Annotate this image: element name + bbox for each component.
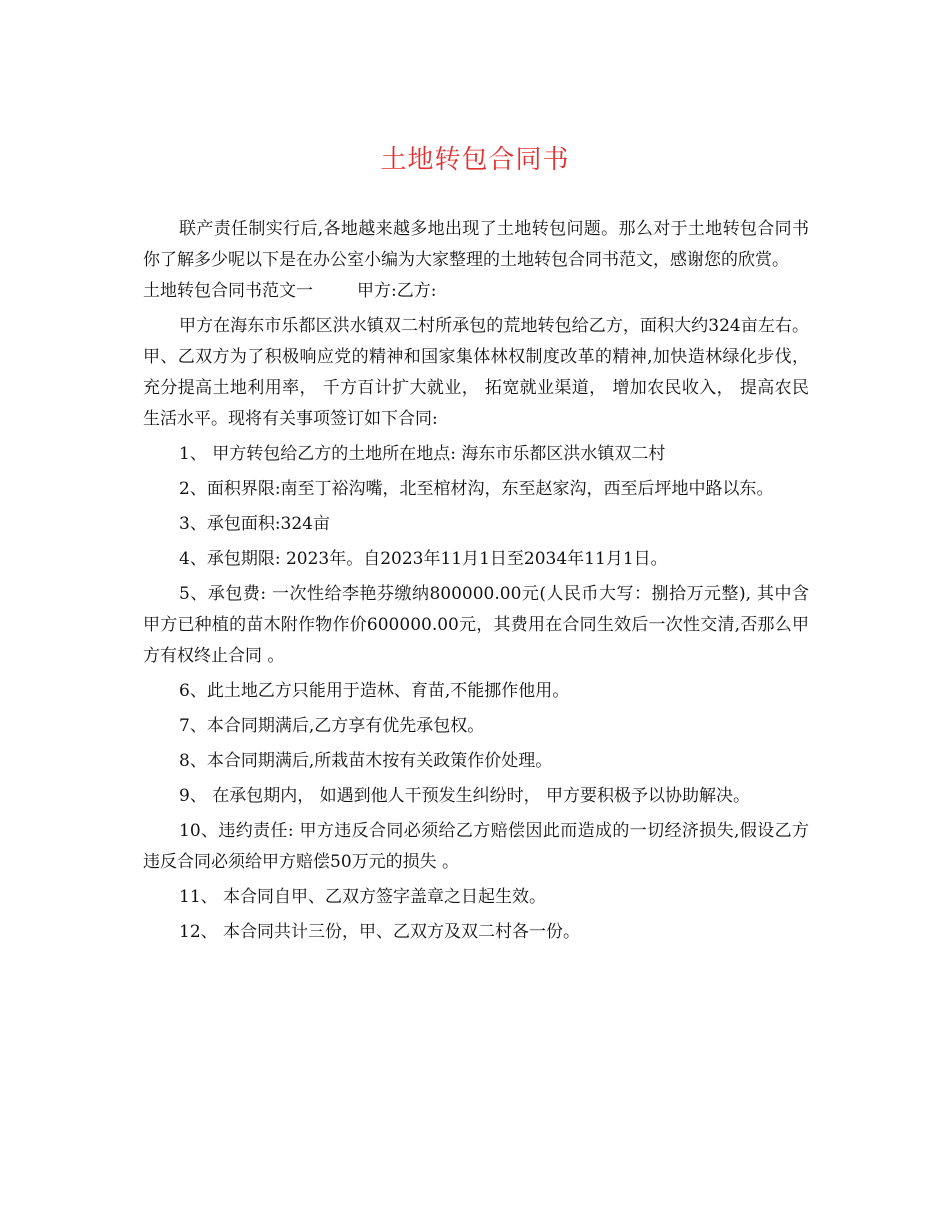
clause-6: 6、此土地乙方只能用于造林、育苗,不能挪作他用。: [179, 681, 570, 701]
document-title: 土地转包合同书: [380, 145, 570, 175]
document-body: [143, 214, 809, 948]
clause-5: 5、承包费: 一次性给李艳芬缴纳800000.00元(人民币大写：捌拾万元整), 其中含甲方已种植的苗木附作物作价600000.00元，其费用在合同生效后一次性交清,否那么甲方有权终止合同 。: [143, 584, 809, 666]
intro-paragraph: 联产责任制实行后,各地越来越多地出现了土地转包问题。那么对于土地转包合同书你了解多少呢以下是在办公室小编为大家整理的土地转包合同书范文，感谢您的欣赏。: [143, 219, 809, 270]
preamble-paragraph: 甲方在海东市乐都区洪水镇双二村所承包的荒地转包给乙方，面积大约324亩左右。甲、乙双方为了积极响应党的精神和国家集体林权制度改革的精神,加快造林绿化步伐， 充分提高土地利用率， 千方百计扩大就业， 拓宽就业渠道， 增加农民收入， 提高农民生活水平。现将有关事项签订如下合同:: [143, 316, 809, 429]
parties-label: 甲方:乙方:: [357, 281, 437, 301]
clause-2: 2、面积界限:南至丁裕沟嘴，北至棺材沟，东至赵家沟，西至后坪地中路以东。: [179, 479, 774, 499]
clause-12: 12、 本合同共计三份，甲、乙双方及双二村各一份。: [179, 922, 581, 942]
clause-1: 1、 甲方转包给乙方的土地所在地点: 海东市乐都区洪水镇双二村: [179, 444, 666, 464]
sample-heading: 土地转包合同书范文一: [143, 281, 313, 301]
clause-8: 8、本合同期满后,所栽苗木按有关政策作价处理。: [179, 751, 553, 771]
clause-10: 10、违约责任: 甲方违反合同必须给乙方赔偿因此而造成的一切经济损失,假设乙方违反合同必须给甲方赔偿50万元的损失 。: [143, 821, 809, 872]
clause-3: 3、承包面积:324亩: [179, 514, 330, 534]
sample-heading-line: [143, 276, 809, 307]
clause-11: 11、 本合同自甲、乙双方签字盖章之日起生效。: [179, 887, 547, 907]
clause-9: 9、 在承包期内， 如遇到他人干预发生纠纷时， 甲方要积极予以协助解决。: [179, 786, 751, 806]
clause-4: 4、承包期限: 2023年。自2023年11月1日至2034年11月1日。: [179, 549, 668, 569]
clause-7: 7、本合同期满后,乙方享有优先承包权。: [179, 716, 485, 736]
